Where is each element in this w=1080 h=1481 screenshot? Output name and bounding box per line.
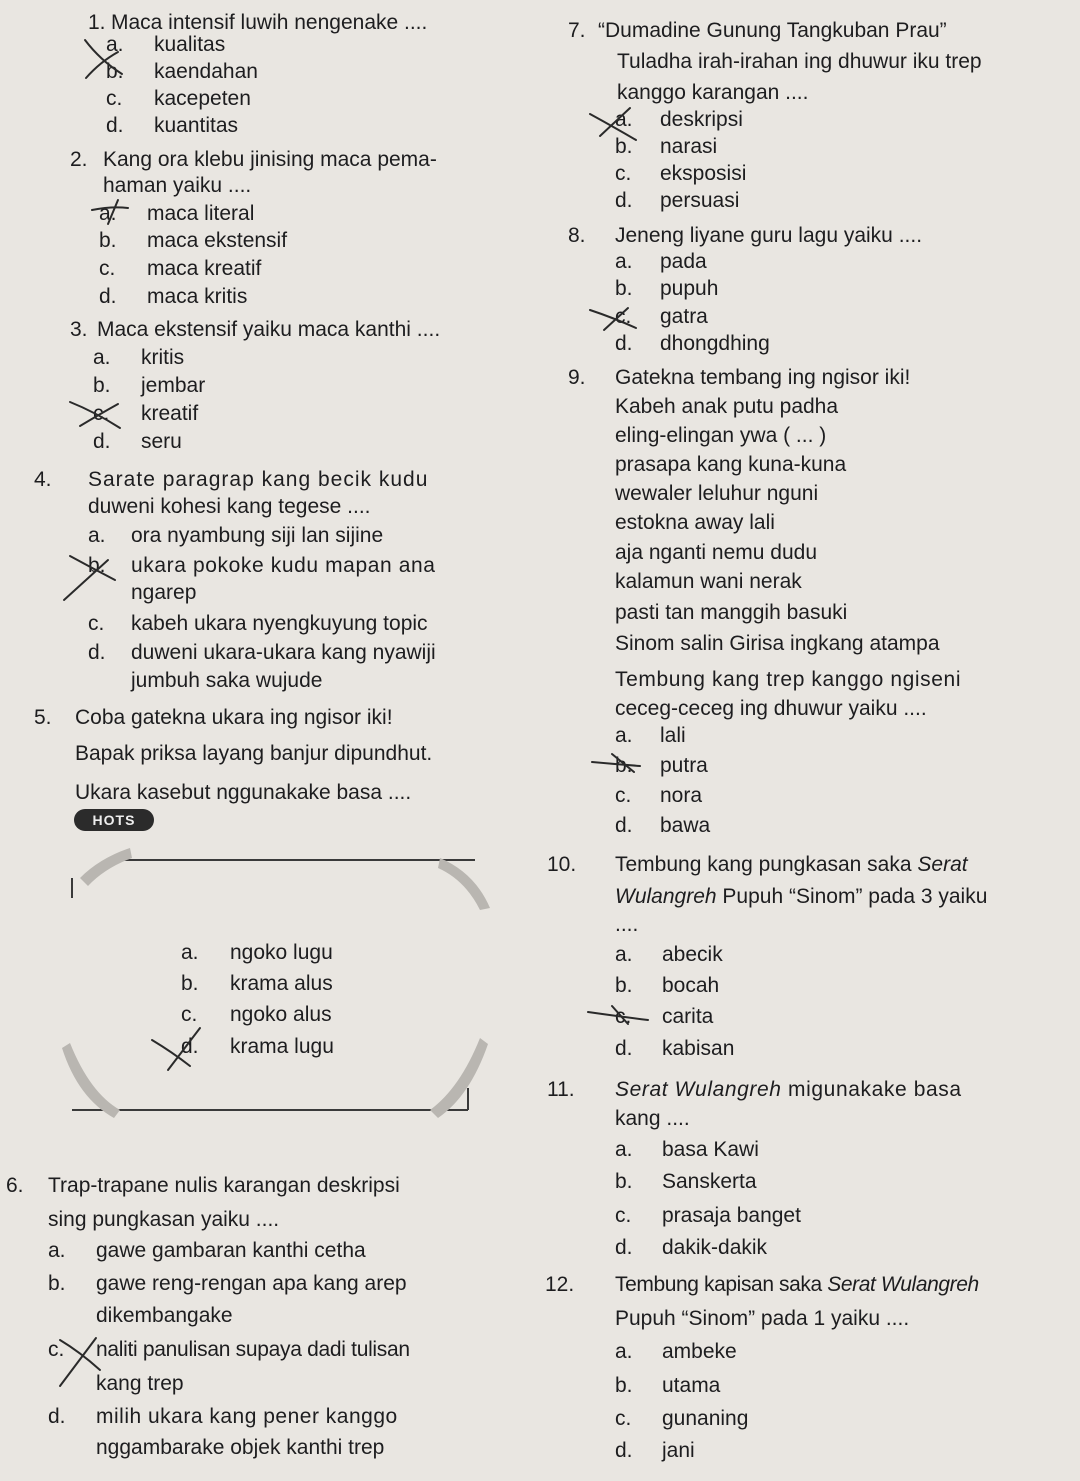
option-letter[interactable]: b. <box>181 972 199 995</box>
cross-mark <box>60 1340 100 1370</box>
option-text[interactable]: gawe gambaran kanthi cetha <box>96 1239 366 1262</box>
stem-text: migunakake basa <box>781 1078 962 1101</box>
question-stem-line: “Dumadine Gunung Tangkuban Prau” <box>598 19 947 42</box>
question-number: 5. <box>34 706 52 729</box>
option-text[interactable]: ngoko lugu <box>230 941 333 964</box>
question-stem-line: haman yaiku .... <box>103 174 252 197</box>
option-text[interactable]: ora nyambung siji lan sijine <box>131 524 384 547</box>
question-text: ceceg-ceceg ing dhuwur yaiku .... <box>615 697 927 720</box>
option-text[interactable]: dhongdhing <box>660 332 770 355</box>
option-letter[interactable]: d. <box>88 641 106 664</box>
poem-line: eling-elingan ywa ( ... ) <box>615 424 827 447</box>
option-text[interactable]: pada <box>660 250 707 273</box>
option-letter[interactable]: a. <box>615 1340 633 1363</box>
option-letter[interactable]: b. <box>615 754 633 777</box>
question-number: 9. <box>568 366 586 389</box>
option-text[interactable]: bawa <box>660 814 711 837</box>
option-text[interactable]: kritis <box>141 346 185 369</box>
poem-line: wewaler leluhur nguni <box>615 482 819 505</box>
option-letter[interactable]: d. <box>99 285 117 308</box>
option-letter[interactable]: d. <box>48 1405 66 1428</box>
option-text[interactable]: maca kreatif <box>147 257 262 280</box>
option-letter[interactable]: d. <box>615 1439 633 1462</box>
question-stem: Jeneng liyane guru lagu yaiku .... <box>615 224 923 247</box>
question-number: 8. <box>568 224 586 247</box>
option-letter[interactable]: d. <box>615 814 633 837</box>
option-letter[interactable]: b. <box>48 1272 66 1295</box>
option-text[interactable]: eksposisi <box>660 162 747 185</box>
poem-line: prasapa kang kuna-kuna <box>615 453 847 476</box>
poem-line: kalamun wani nerak <box>615 570 802 593</box>
option-text[interactable]: jembar <box>141 374 206 397</box>
question-stem-line: Tuladha irah-irahan ing dhuwur iku trep <box>617 50 982 73</box>
question-number: 3. <box>70 318 88 341</box>
question-stem-line: Pupuh “Sinom” pada 1 yaiku .... <box>615 1307 910 1330</box>
question-stem-line: Kang ora klebu jinising maca pema- <box>103 148 437 171</box>
option-text[interactable]: kreatif <box>141 402 199 425</box>
option-text[interactable]: ngoko alus <box>230 1003 332 1026</box>
option-text[interactable]: deskripsi <box>660 108 743 131</box>
option-letter[interactable]: b. <box>615 277 633 300</box>
option-text[interactable]: utama <box>662 1374 721 1397</box>
question-stem-line: kanggo karangan .... <box>617 81 809 104</box>
option-text[interactable]: krama alus <box>230 972 333 995</box>
stem-italic: Serat Wulangreh <box>827 1273 979 1296</box>
stem-italic: Serat Wulangreh <box>615 1078 782 1101</box>
option-letter[interactable]: c. <box>615 1204 632 1227</box>
option-text[interactable]: nggambarake objek kanthi trep <box>96 1436 385 1459</box>
option-text[interactable]: kang trep <box>96 1372 184 1395</box>
option-letter[interactable]: d. <box>615 189 633 212</box>
option-text[interactable]: milih ukara kang pener kanggo <box>96 1405 398 1428</box>
question-stem-line: .... <box>615 913 639 936</box>
option-text[interactable]: kabeh ukara nyengkuyung topic <box>131 612 428 635</box>
option-text[interactable]: naliti panulisan supaya dadi tulisan <box>96 1338 410 1361</box>
option-text[interactable]: pupuh <box>660 277 719 300</box>
option-text[interactable]: maca kritis <box>147 285 248 308</box>
option-letter[interactable]: b. <box>615 1374 633 1397</box>
option-text[interactable]: prasaja banget <box>662 1204 801 1227</box>
option-letter[interactable]: c. <box>181 1003 198 1026</box>
question-number: 6. <box>6 1174 24 1197</box>
example-sentence: Bapak priksa layang banjur dipundhut. <box>75 742 433 765</box>
stem-italic: Wulangreh <box>615 885 717 908</box>
option-letter[interactable]: a. <box>615 1138 633 1161</box>
option-letter[interactable]: c. <box>48 1338 65 1361</box>
option-text[interactable]: ambeke <box>662 1340 737 1363</box>
option-letter[interactable]: a. <box>106 33 124 56</box>
option-letter[interactable]: c. <box>615 784 632 807</box>
option-letter[interactable]: d. <box>615 1236 633 1259</box>
option-letter[interactable]: c. <box>615 162 632 185</box>
option-letter[interactable]: a. <box>615 724 633 747</box>
question-stem-line: kang .... <box>615 1107 690 1130</box>
option-letter[interactable]: d. <box>181 1035 199 1058</box>
option-letter[interactable]: d. <box>93 430 111 453</box>
option-text[interactable]: dakik-dakik <box>662 1236 768 1259</box>
question-stem: Maca intensif luwih nengenake .... <box>111 11 428 34</box>
option-letter[interactable]: a. <box>48 1239 66 1262</box>
poem-line: estokna away lali <box>615 511 775 534</box>
hots-badge: HOTS <box>74 809 154 831</box>
option-text[interactable]: kuantitas <box>154 114 239 137</box>
option-letter[interactable]: b. <box>615 974 633 997</box>
option-letter[interactable]: a. <box>615 108 633 131</box>
option-letter[interactable]: c. <box>93 402 110 425</box>
question-stem-line: Sarate paragrap kang becik kudu <box>88 468 429 491</box>
option-text[interactable]: jani <box>662 1439 695 1462</box>
option-text[interactable]: persuasi <box>660 189 740 212</box>
question-number: 12. <box>545 1273 575 1296</box>
option-text[interactable]: carita <box>662 1005 714 1028</box>
question-stem: Maca ekstensif yaiku maca kanthi .... <box>97 318 441 341</box>
option-letter[interactable]: b. <box>615 1170 633 1193</box>
poem-line: Kabeh anak putu padha <box>615 395 839 418</box>
option-letter[interactable]: c. <box>615 305 632 328</box>
question-stem-line: duweni kohesi kang tegese .... <box>88 495 371 518</box>
option-letter[interactable]: a. <box>615 250 633 273</box>
question-stem: Coba gatekna ukara ing ngisor iki! <box>75 706 393 729</box>
option-text[interactable]: basa Kawi <box>662 1138 759 1161</box>
stem-text: Pupuh “Sinom” pada 3 yaiku <box>716 885 988 908</box>
question-number: 10. <box>547 853 577 876</box>
question-number: 7. <box>568 19 586 42</box>
option-letter[interactable]: c. <box>88 612 105 635</box>
option-letter[interactable]: c. <box>106 87 123 110</box>
question-text: Ukara kasebut nggunakake basa .... <box>75 781 412 804</box>
option-letter[interactable]: d. <box>106 114 124 137</box>
option-text[interactable]: kualitas <box>154 33 226 56</box>
question-stem <box>615 1077 962 1103</box>
option-letter[interactable]: b. <box>93 374 111 397</box>
option-text[interactable]: dikembangake <box>96 1304 233 1327</box>
option-letter[interactable]: c. <box>99 257 116 280</box>
option-text[interactable]: seru <box>141 430 182 453</box>
option-text[interactable]: kabisan <box>662 1037 735 1060</box>
option-text[interactable]: maca ekstensif <box>147 229 288 252</box>
option-letter[interactable]: a. <box>93 346 111 369</box>
option-text[interactable]: putra <box>660 754 708 777</box>
option-letter[interactable]: d. <box>615 332 633 355</box>
option-letter[interactable]: a. <box>181 941 199 964</box>
option-text[interactable]: maca literal <box>147 202 255 225</box>
option-text[interactable]: kaendahan <box>154 60 258 83</box>
question-stem <box>615 852 968 878</box>
option-text[interactable]: bocah <box>662 974 720 997</box>
question-number: 11. <box>547 1078 575 1101</box>
option-text[interactable]: kacepeten <box>154 87 251 110</box>
option-letter[interactable]: b. <box>615 135 633 158</box>
poem-line: pasti tan manggih basuki <box>615 601 848 624</box>
option-letter[interactable]: b. <box>106 60 124 83</box>
question-number: 1. <box>88 11 106 34</box>
option-text[interactable]: nora <box>660 784 703 807</box>
question-stem <box>615 884 987 910</box>
option-text[interactable]: Sanskerta <box>662 1170 757 1193</box>
option-text[interactable]: narasi <box>660 135 718 158</box>
stem-text: Tembung kang pungkasan saka <box>615 853 918 876</box>
option-text[interactable]: gunaning <box>662 1407 749 1430</box>
option-letter[interactable]: c. <box>615 1407 632 1430</box>
option-letter[interactable]: a. <box>99 202 117 225</box>
question-stem <box>615 1272 979 1298</box>
option-text[interactable]: abecik <box>662 943 723 966</box>
option-letter[interactable]: c. <box>615 1005 632 1028</box>
question-number: 4. <box>34 468 52 491</box>
option-text[interactable]: lali <box>660 724 686 747</box>
option-letter[interactable]: b. <box>88 554 106 577</box>
option-text[interactable]: ukara pokoke kudu mapan ana <box>131 554 436 577</box>
option-letter[interactable]: d. <box>615 1037 633 1060</box>
cross-mark <box>60 1338 96 1386</box>
option-text[interactable]: ngarep <box>131 581 197 604</box>
question-text: Tembung kang trep kanggo ngiseni <box>615 668 962 691</box>
option-text[interactable]: duweni ukara-ukara kang nyawiji <box>131 641 436 664</box>
question-stem-line: sing pungkasan yaiku .... <box>48 1208 280 1231</box>
question-stem-line: Trap-trapane nulis karangan deskripsi <box>48 1174 400 1197</box>
question-number: 2. <box>70 148 88 171</box>
poem-line: aja nganti nemu dudu <box>615 541 817 564</box>
stem-italic: Serat <box>917 853 968 876</box>
option-text[interactable]: jumbuh saka wujude <box>131 669 323 692</box>
poem-line: Sinom salin Girisa ingkang atampa <box>615 632 940 655</box>
option-letter[interactable]: a. <box>615 943 633 966</box>
option-letter[interactable]: a. <box>88 524 106 547</box>
question-stem: Gatekna tembang ing ngisor iki! <box>615 366 911 389</box>
option-text[interactable]: gatra <box>660 305 708 328</box>
option-text[interactable]: krama lugu <box>230 1035 334 1058</box>
option-text[interactable]: gawe reng-rengan apa kang arep <box>96 1272 407 1295</box>
stem-text: Tembung kapisan saka <box>615 1273 828 1296</box>
option-letter[interactable]: b. <box>99 229 117 252</box>
